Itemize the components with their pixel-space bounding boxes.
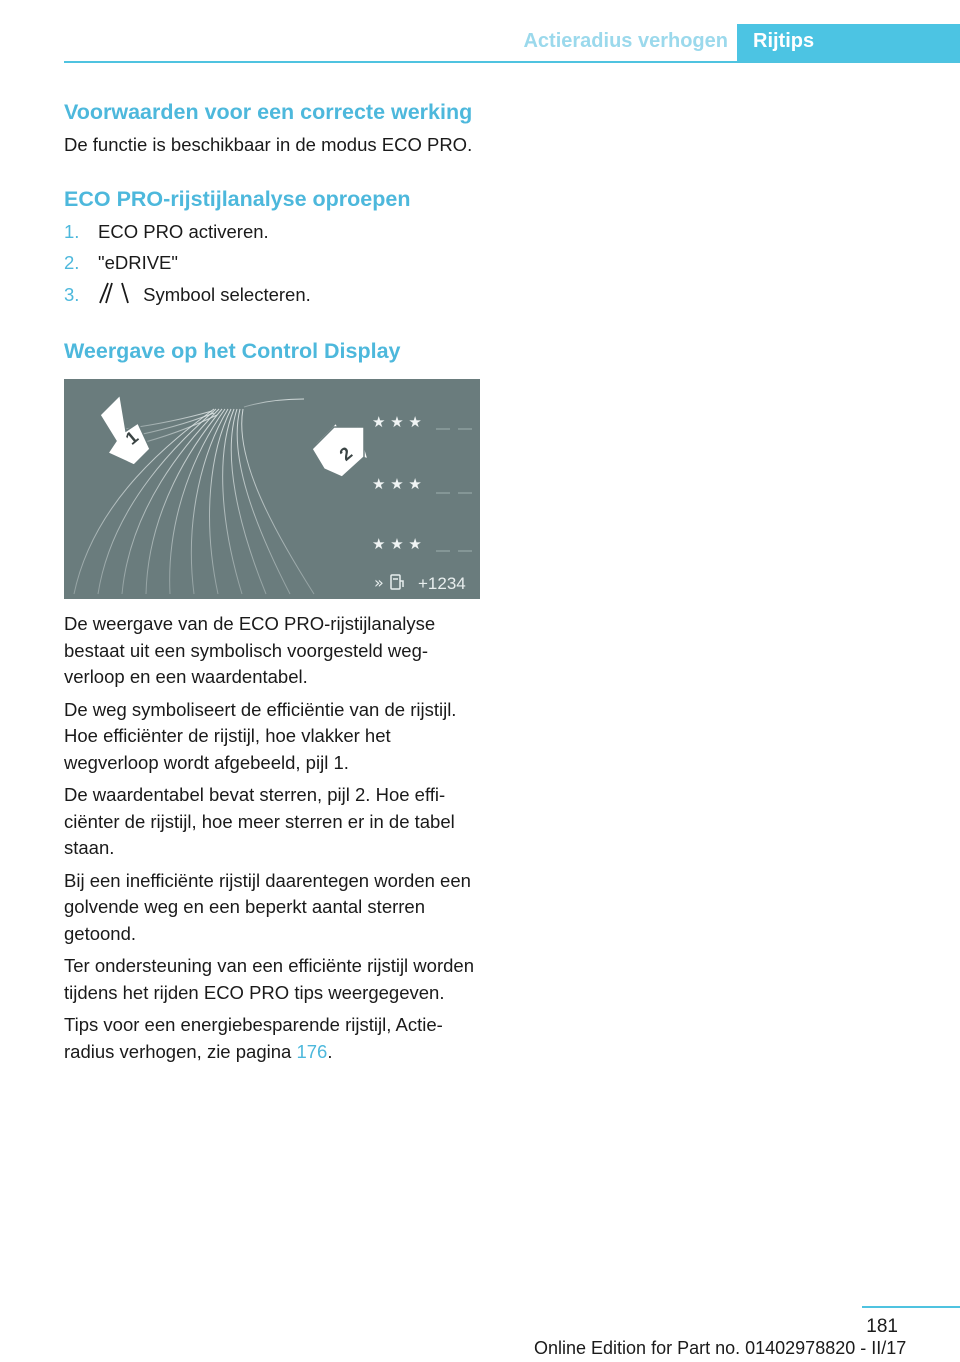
step-text: "eDRIVE" bbox=[98, 252, 178, 273]
paragraph: De weg symboliseert de efficiëntie van de rijstijl. Hoe efficiënter de rijstijl, hoe vlakker het wegverloop wordt afgebeeld, pijl 1. bbox=[64, 698, 457, 773]
edition-line: Online Edition for Part no. 01402978820 - II/17 bbox=[534, 1338, 907, 1358]
step-number: 1. bbox=[64, 220, 80, 242]
paragraph-with-link bbox=[64, 1012, 482, 1065]
header-section-title: Actieradius verhogen bbox=[523, 30, 728, 52]
paragraph: Bij een inefficiënte rijstijl daarentegen worden een golvende weg en een beperkt aantal sterren getoond. bbox=[64, 869, 471, 944]
header-chapter-label: Rijtips bbox=[753, 30, 815, 52]
arrow-2-label: 2 bbox=[335, 442, 357, 465]
table-dashes bbox=[436, 429, 472, 551]
star-row-3: ★ ★ ★ bbox=[372, 535, 422, 553]
step-item bbox=[64, 282, 482, 312]
star-row-1: ★ ★ ★ bbox=[372, 413, 422, 431]
page-number: 181 bbox=[866, 1316, 898, 1337]
header-rule bbox=[64, 61, 960, 63]
paragraph-text: Tips voor een energiebesparende rijstijl, Actieradius verhogen, zie pagina bbox=[64, 1014, 443, 1062]
step-item bbox=[64, 250, 482, 277]
header-chapter-tab bbox=[737, 24, 960, 62]
savings-value: +1234 bbox=[418, 574, 466, 593]
footer-rule bbox=[862, 1306, 960, 1308]
paragraph: De weergave van de ECO PRO-rijstijlanalyse bestaat uit een symbolisch voorgesteld wegverloop en een waardentabel. bbox=[64, 613, 436, 687]
step-number: 3. bbox=[64, 283, 80, 305]
step-text: Symbool selecteren. bbox=[143, 283, 311, 305]
step-text: ECO PRO activeren. bbox=[98, 220, 269, 242]
steps-list bbox=[64, 219, 482, 312]
paragraph: Ter ondersteuning van een efficiënte rijstijl worden tijdens het rijden ECO PRO tips weergegeven. bbox=[64, 955, 474, 1003]
control-display-figure bbox=[64, 379, 480, 599]
road-lines-icon bbox=[98, 282, 130, 312]
fuel-pump-icon bbox=[391, 575, 403, 589]
chevrons: » bbox=[374, 573, 384, 592]
conditions-body: De functie is beschikbaar in de modus ECO PRO. bbox=[64, 134, 473, 155]
paragraph-end: . bbox=[327, 1040, 333, 1062]
star-rows bbox=[372, 413, 422, 553]
star-row-2: ★ ★ ★ bbox=[372, 475, 422, 493]
arrow-1 bbox=[100, 395, 150, 465]
heading-conditions: Voorwaarden voor een correcte werking bbox=[64, 100, 473, 124]
road-illustration bbox=[64, 379, 480, 599]
heading-control-display: Weergave op het Control Display bbox=[64, 339, 401, 363]
content-column bbox=[64, 100, 482, 1071]
arrow-2 bbox=[312, 423, 368, 477]
arrow-1-label: 1 bbox=[121, 426, 143, 449]
step-number: 2. bbox=[64, 252, 80, 273]
paragraph: De waardentabel bevat sterren, pijl 2. Hoe efficiënter de rijstijl, hoe meer sterren er in de tabel staan. bbox=[64, 784, 455, 858]
heading-call-up-analysis: ECO PRO-rijstijlanalyse oproepen bbox=[64, 186, 411, 211]
page-reference-link[interactable]: 176 bbox=[296, 1040, 328, 1062]
step-item bbox=[64, 219, 482, 246]
